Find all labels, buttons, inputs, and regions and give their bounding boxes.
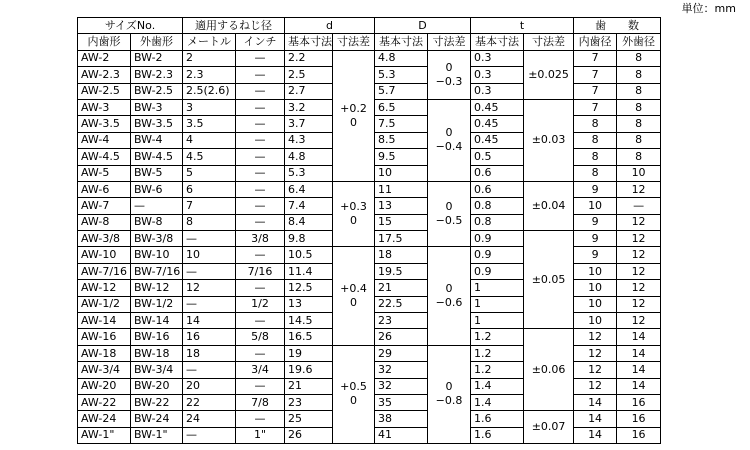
inner-teeth-cell: 10 <box>574 198 617 214</box>
metric-cell: 4.5 <box>183 149 236 165</box>
t-basic-cell: 0.9 <box>471 263 524 279</box>
table-row <box>78 181 661 197</box>
D-tolerance-upper: 0 <box>445 282 453 296</box>
D-tolerance-lower: −0.5 <box>435 214 463 228</box>
inch-cell: 7/8 <box>236 394 285 410</box>
inner-teeth-cell: 9 <box>574 181 617 197</box>
t-basic-cell: 0.9 <box>471 247 524 263</box>
inner-type-cell: AW-2.3 <box>78 67 131 83</box>
outer-teeth-cell: 12 <box>617 247 661 263</box>
D-basic-cell: 19.5 <box>375 263 428 279</box>
d-basic-cell: 16.5 <box>285 329 333 345</box>
inner-type-cell: AW-18 <box>78 345 131 361</box>
outer-type-cell: BW-3 <box>131 99 183 115</box>
outer-teeth-cell: 8 <box>617 116 661 132</box>
inch-cell: — <box>236 411 285 427</box>
D-basic-cell: 7.5 <box>375 116 428 132</box>
metric-cell: 10 <box>183 247 236 263</box>
D-tolerance-upper: 0 <box>445 380 453 394</box>
t-basic-cell: 0.6 <box>471 165 524 181</box>
t-basic-cell: 1 <box>471 296 524 312</box>
outer-teeth-cell: — <box>617 198 661 214</box>
metric-cell: 16 <box>183 329 236 345</box>
inner-type-cell: AW-1" <box>78 427 131 443</box>
d-tolerance-lower: 0 <box>350 296 358 310</box>
d-tolerance-upper: +0.2 <box>340 101 367 115</box>
d-basic-cell: 6.4 <box>285 181 333 197</box>
inner-teeth-cell: 7 <box>574 67 617 83</box>
inch-cell: — <box>236 247 285 263</box>
inch-cell: — <box>236 378 285 394</box>
outer-type-cell: BW-4 <box>131 132 183 148</box>
inner-type-cell: AW-20 <box>78 378 131 394</box>
inch-cell: 1/2 <box>236 296 285 312</box>
D-tolerance-lower: −0.8 <box>435 394 463 408</box>
metric-cell: — <box>183 427 236 443</box>
D-basic-cell: 35 <box>375 394 428 410</box>
D-tolerance-lower: −0.6 <box>435 296 463 310</box>
inner-teeth-cell: 7 <box>574 99 617 115</box>
metric-cell: 2 <box>183 50 236 66</box>
t-basic-cell: 1.2 <box>471 362 524 378</box>
D-basic-cell: 11 <box>375 181 428 197</box>
D-basic-cell: 5.3 <box>375 67 428 83</box>
outer-teeth-cell: 12 <box>617 231 661 247</box>
outer-teeth-cell: 10 <box>617 165 661 181</box>
header-row-2 <box>78 34 661 50</box>
table-body <box>78 50 661 443</box>
outer-teeth-cell: 16 <box>617 394 661 410</box>
inch-cell: — <box>236 83 285 99</box>
t-basic-cell: 0.9 <box>471 231 524 247</box>
outer-teeth-cell: 14 <box>617 345 661 361</box>
inner-teeth-cell: 14 <box>574 394 617 410</box>
d-basic-cell: 19.6 <box>285 362 333 378</box>
D-tolerance-upper: 0 <box>445 60 453 74</box>
inch-cell: — <box>236 99 285 115</box>
t-basic-cell: 0.5 <box>471 149 524 165</box>
D-tolerance-cell <box>428 99 471 181</box>
table-row <box>78 50 661 66</box>
inner-teeth-cell: 9 <box>574 231 617 247</box>
d-basic-cell: 25 <box>285 411 333 427</box>
metric-cell: 4 <box>183 132 236 148</box>
d-basic-header: 基本寸法 <box>285 34 333 50</box>
inner-teeth-cell: 12 <box>574 362 617 378</box>
t-tolerance-cell: ±0.07 <box>524 411 574 444</box>
t-basic-header: 基本寸法 <box>471 34 524 50</box>
inner-type-cell: AW-16 <box>78 329 131 345</box>
metric-cell: 7 <box>183 198 236 214</box>
D-basic-cell: 8.5 <box>375 132 428 148</box>
inner-teeth-cell: 10 <box>574 280 617 296</box>
outer-type-cell: BW-20 <box>131 378 183 394</box>
metric-cell: 24 <box>183 411 236 427</box>
d-tolerance-lower: 0 <box>350 214 358 228</box>
metric-cell: — <box>183 296 236 312</box>
inner-type-cell: AW-8 <box>78 214 131 230</box>
t-basic-cell: 0.45 <box>471 116 524 132</box>
d-tolerance-cell <box>333 247 375 345</box>
t-basic-cell: 0.8 <box>471 198 524 214</box>
inner-type-cell: AW-3/8 <box>78 231 131 247</box>
inner-teeth-cell: 12 <box>574 329 617 345</box>
outer-type-cell: BW-16 <box>131 329 183 345</box>
t-basic-cell: 0.3 <box>471 50 524 66</box>
inner-type-cell: AW-6 <box>78 181 131 197</box>
t-header: t <box>471 18 574 34</box>
inner-type-cell: AW-4 <box>78 132 131 148</box>
D-tolerance-upper: 0 <box>445 126 453 140</box>
D-basic-cell: 38 <box>375 411 428 427</box>
outer-teeth-cell: 12 <box>617 296 661 312</box>
outer-teeth-cell: 8 <box>617 83 661 99</box>
inner-teeth-cell: 8 <box>574 132 617 148</box>
D-basic-cell: 4.8 <box>375 50 428 66</box>
inner-dia-header: 内歯径 <box>574 34 617 50</box>
inch-cell: — <box>236 280 285 296</box>
inner-teeth-cell: 10 <box>574 313 617 329</box>
outer-teeth-cell: 12 <box>617 263 661 279</box>
t-basic-cell: 0.3 <box>471 67 524 83</box>
outer-teeth-cell: 16 <box>617 427 661 443</box>
outer-teeth-cell: 8 <box>617 99 661 115</box>
inch-cell: — <box>236 67 285 83</box>
outer-teeth-cell: 8 <box>617 149 661 165</box>
d-basic-cell: 2.7 <box>285 83 333 99</box>
d-basic-cell: 19 <box>285 345 333 361</box>
d-basic-cell: 8.4 <box>285 214 333 230</box>
inner-teeth-cell: 9 <box>574 214 617 230</box>
t-basic-cell: 1.2 <box>471 345 524 361</box>
d-basic-cell: 2.2 <box>285 50 333 66</box>
outer-type-cell: BW-12 <box>131 280 183 296</box>
inch-cell: — <box>236 214 285 230</box>
inner-teeth-cell: 9 <box>574 247 617 263</box>
inner-type-cell: AW-10 <box>78 247 131 263</box>
outer-type-cell: BW-18 <box>131 345 183 361</box>
t-basic-cell: 1.6 <box>471 427 524 443</box>
inch-cell: — <box>236 149 285 165</box>
inch-cell: — <box>236 313 285 329</box>
table-row <box>78 345 661 361</box>
d-basic-cell: 9.8 <box>285 231 333 247</box>
d-basic-cell: 2.5 <box>285 67 333 83</box>
D-basic-cell: 21 <box>375 280 428 296</box>
outer-type-cell: BW-2 <box>131 50 183 66</box>
outer-teeth-cell: 12 <box>617 181 661 197</box>
D-basic-cell: 32 <box>375 378 428 394</box>
D-basic-header: 基本寸法 <box>375 34 428 50</box>
metric-cell: — <box>183 231 236 247</box>
outer-type-cell: BW-10 <box>131 247 183 263</box>
d-tolerance-cell <box>333 181 375 247</box>
outer-type-cell: BW-3.5 <box>131 116 183 132</box>
outer-type-cell: BW-3/8 <box>131 231 183 247</box>
inner-type-cell: AW-12 <box>78 280 131 296</box>
metric-cell: 14 <box>183 313 236 329</box>
t-basic-cell: 0.6 <box>471 181 524 197</box>
t-tolerance-cell: ±0.04 <box>524 181 574 230</box>
D-tolerance-upper: 0 <box>445 200 453 214</box>
outer-teeth-cell: 12 <box>617 214 661 230</box>
t-basic-cell: 1 <box>471 280 524 296</box>
outer-type-cell: BW-2.3 <box>131 67 183 83</box>
inner-teeth-cell: 14 <box>574 427 617 443</box>
outer-type-cell: BW-1/2 <box>131 296 183 312</box>
inch-cell: — <box>236 345 285 361</box>
metric-cell: 5 <box>183 165 236 181</box>
inner-teeth-cell: 10 <box>574 296 617 312</box>
d-basic-cell: 4.8 <box>285 149 333 165</box>
teeth-header: 歯 数 <box>574 18 661 34</box>
d-tolerance-lower: 0 <box>350 115 358 129</box>
outer-teeth-cell: 14 <box>617 362 661 378</box>
t-basic-cell: 1.4 <box>471 394 524 410</box>
d-tolerance-upper: +0.5 <box>340 380 367 394</box>
header-row-1 <box>78 18 661 34</box>
d-basic-cell: 10.5 <box>285 247 333 263</box>
outer-type-cell: — <box>131 198 183 214</box>
d-tolerance-upper: +0.4 <box>340 282 367 296</box>
d-basic-cell: 12.5 <box>285 280 333 296</box>
d-basic-cell: 23 <box>285 394 333 410</box>
metric-cell: 6 <box>183 181 236 197</box>
d-basic-cell: 3.7 <box>285 116 333 132</box>
d-basic-cell: 13 <box>285 296 333 312</box>
D-header: D <box>375 18 471 34</box>
inch-cell: 5/8 <box>236 329 285 345</box>
inner-type-cell: AW-14 <box>78 313 131 329</box>
metric-header: メートル <box>183 34 236 50</box>
D-basic-cell: 10 <box>375 165 428 181</box>
t-tolerance-cell: ±0.025 <box>524 50 574 99</box>
D-tol-header: 寸法差 <box>428 34 471 50</box>
d-tol-header: 寸法差 <box>333 34 375 50</box>
D-basic-cell: 23 <box>375 313 428 329</box>
metric-cell: 20 <box>183 378 236 394</box>
t-basic-cell: 0.8 <box>471 214 524 230</box>
unit-label: 単位：mm <box>681 2 736 15</box>
inner-teeth-cell: 12 <box>574 345 617 361</box>
D-basic-cell: 29 <box>375 345 428 361</box>
D-basic-cell: 15 <box>375 214 428 230</box>
metric-cell: 2.3 <box>183 67 236 83</box>
outer-type-cell: BW-7/16 <box>131 263 183 279</box>
outer-type-cell: BW-14 <box>131 313 183 329</box>
inch-cell: — <box>236 165 285 181</box>
inner-type-cell: AW-3.5 <box>78 116 131 132</box>
outer-teeth-cell: 8 <box>617 132 661 148</box>
inner-teeth-cell: 10 <box>574 263 617 279</box>
D-basic-cell: 26 <box>375 329 428 345</box>
metric-cell: 18 <box>183 345 236 361</box>
outer-type-cell: BW-24 <box>131 411 183 427</box>
thread-header: 適用するねじ径 <box>183 18 285 34</box>
inch-header: インチ <box>236 34 285 50</box>
inner-type-cell: AW-7 <box>78 198 131 214</box>
D-tolerance-cell <box>428 50 471 99</box>
outer-teeth-cell: 8 <box>617 50 661 66</box>
t-basic-cell: 1.2 <box>471 329 524 345</box>
D-basic-cell: 6.5 <box>375 99 428 115</box>
outer-type-cell: BW-8 <box>131 214 183 230</box>
outer-teeth-cell: 8 <box>617 67 661 83</box>
inner-type-cell: AW-22 <box>78 394 131 410</box>
outer-teeth-cell: 12 <box>617 280 661 296</box>
d-basic-cell: 7.4 <box>285 198 333 214</box>
outer-teeth-cell: 16 <box>617 411 661 427</box>
inch-cell: — <box>236 198 285 214</box>
metric-cell: — <box>183 362 236 378</box>
outer-teeth-cell: 12 <box>617 313 661 329</box>
D-tolerance-cell <box>428 181 471 247</box>
inner-teeth-cell: 12 <box>574 378 617 394</box>
D-basic-cell: 18 <box>375 247 428 263</box>
outer-teeth-cell: 14 <box>617 329 661 345</box>
outer-type-cell: BW-6 <box>131 181 183 197</box>
inner-type-cell: AW-5 <box>78 165 131 181</box>
inner-type-header: 内歯形 <box>78 34 131 50</box>
D-basic-cell: 32 <box>375 362 428 378</box>
d-tolerance-cell <box>333 50 375 181</box>
outer-type-cell: BW-1" <box>131 427 183 443</box>
inch-cell: — <box>236 132 285 148</box>
size-header: サイズNo. <box>78 18 183 34</box>
inner-type-cell: AW-1/2 <box>78 296 131 312</box>
metric-cell: 22 <box>183 394 236 410</box>
t-basic-cell: 1.6 <box>471 411 524 427</box>
d-basic-cell: 14.5 <box>285 313 333 329</box>
outer-type-cell: BW-2.5 <box>131 83 183 99</box>
D-basic-cell: 5.7 <box>375 83 428 99</box>
inner-type-cell: AW-4.5 <box>78 149 131 165</box>
metric-cell: — <box>183 263 236 279</box>
D-tolerance-lower: −0.3 <box>435 74 463 88</box>
t-tol-header: 寸法差 <box>524 34 574 50</box>
d-tolerance-lower: 0 <box>350 394 358 408</box>
d-basic-cell: 5.3 <box>285 165 333 181</box>
outer-type-cell: BW-5 <box>131 165 183 181</box>
metric-cell: 12 <box>183 280 236 296</box>
t-tolerance-cell: ±0.06 <box>524 329 574 411</box>
inch-cell: — <box>236 50 285 66</box>
metric-cell: 8 <box>183 214 236 230</box>
inch-cell: 3/8 <box>236 231 285 247</box>
outer-type-cell: BW-22 <box>131 394 183 410</box>
t-basic-cell: 0.45 <box>471 99 524 115</box>
d-tolerance-cell <box>333 345 375 443</box>
D-tolerance-cell <box>428 345 471 443</box>
inner-type-cell: AW-3 <box>78 99 131 115</box>
inch-cell: — <box>236 116 285 132</box>
inch-cell: 3/4 <box>236 362 285 378</box>
t-tolerance-cell: ±0.05 <box>524 231 574 329</box>
t-basic-cell: 0.3 <box>471 83 524 99</box>
inch-cell: 7/16 <box>236 263 285 279</box>
inner-type-cell: AW-3/4 <box>78 362 131 378</box>
metric-cell: 3.5 <box>183 116 236 132</box>
outer-type-cell: BW-3/4 <box>131 362 183 378</box>
D-tolerance-cell <box>428 247 471 345</box>
d-header: d <box>285 18 375 34</box>
d-basic-cell: 4.3 <box>285 132 333 148</box>
inner-type-cell: AW-24 <box>78 411 131 427</box>
d-basic-cell: 26 <box>285 427 333 443</box>
inner-teeth-cell: 8 <box>574 149 617 165</box>
outer-teeth-cell: 14 <box>617 378 661 394</box>
outer-type-header: 外歯形 <box>131 34 183 50</box>
D-basic-cell: 17.5 <box>375 231 428 247</box>
metric-cell: 2.5(2.6) <box>183 83 236 99</box>
inch-cell: 1" <box>236 427 285 443</box>
D-basic-cell: 22.5 <box>375 296 428 312</box>
inner-type-cell: AW-2 <box>78 50 131 66</box>
inner-type-cell: AW-7/16 <box>78 263 131 279</box>
D-basic-cell: 13 <box>375 198 428 214</box>
washer-spec-table <box>77 17 661 444</box>
t-basic-cell: 1.4 <box>471 378 524 394</box>
d-basic-cell: 21 <box>285 378 333 394</box>
D-basic-cell: 41 <box>375 427 428 443</box>
t-tolerance-cell: ±0.03 <box>524 99 574 181</box>
t-basic-cell: 0.45 <box>471 132 524 148</box>
d-basic-cell: 11.4 <box>285 263 333 279</box>
inch-cell: — <box>236 181 285 197</box>
t-basic-cell: 1 <box>471 313 524 329</box>
inner-teeth-cell: 14 <box>574 411 617 427</box>
D-tolerance-lower: −0.4 <box>435 140 463 154</box>
inner-teeth-cell: 7 <box>574 83 617 99</box>
inner-type-cell: AW-2.5 <box>78 83 131 99</box>
d-tolerance-upper: +0.3 <box>340 200 367 214</box>
inner-teeth-cell: 8 <box>574 116 617 132</box>
D-basic-cell: 9.5 <box>375 149 428 165</box>
table-row <box>78 247 661 263</box>
metric-cell: 3 <box>183 99 236 115</box>
inner-teeth-cell: 7 <box>574 50 617 66</box>
outer-type-cell: BW-4.5 <box>131 149 183 165</box>
d-basic-cell: 3.2 <box>285 99 333 115</box>
outer-dia-header: 外歯径 <box>617 34 661 50</box>
inner-teeth-cell: 8 <box>574 165 617 181</box>
